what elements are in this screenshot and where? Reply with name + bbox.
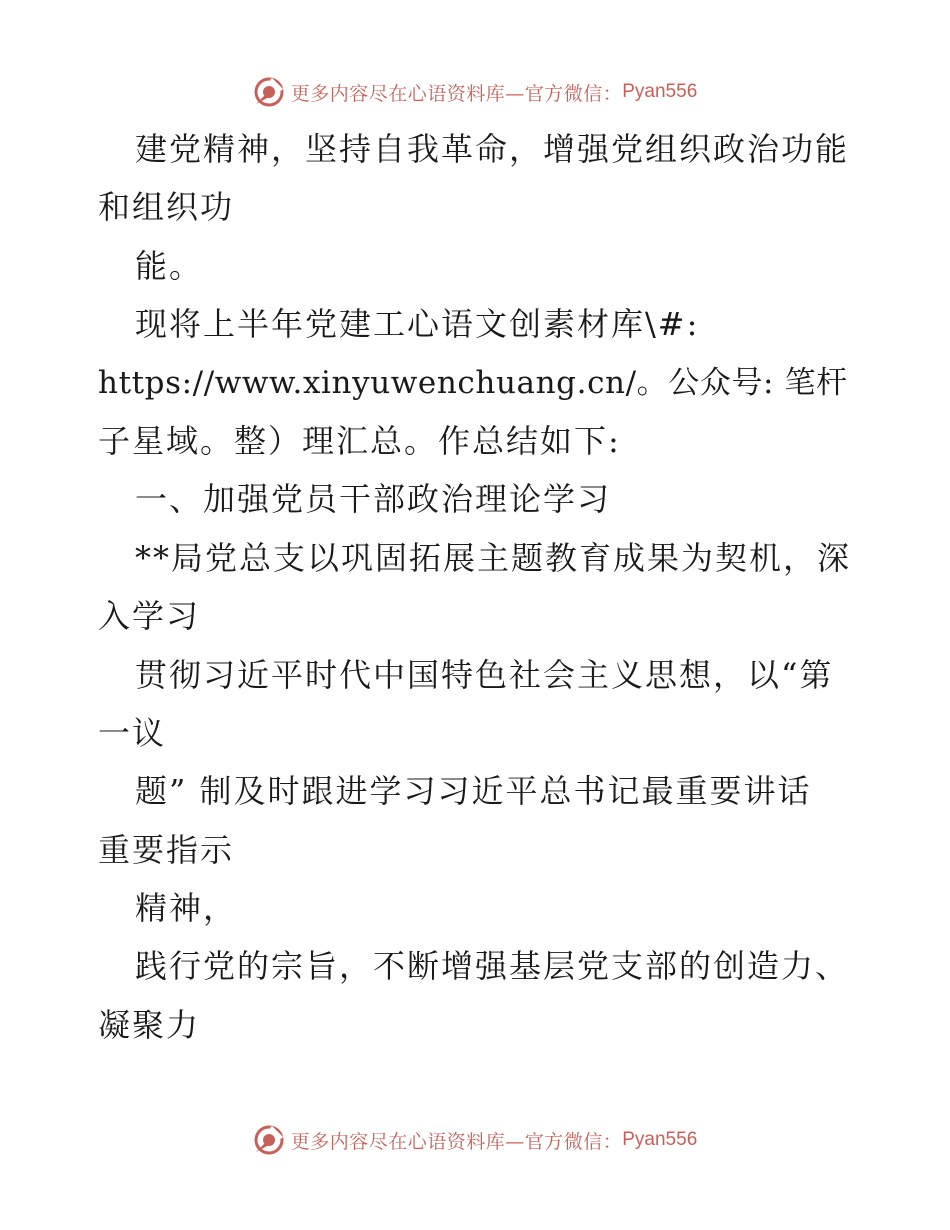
section-heading: 一、加强党员干部政治理论学习 [135,480,612,519]
watermark-banner-top [0,72,950,112]
text-line-url: https://www.xinyuwenchuang.cn/。公众号: 笔杆 [98,364,848,401]
watermark-banner-bottom [0,1120,950,1160]
text-line: 子星域。整）理汇总。作总结如下: [98,421,621,460]
text-line: 践行党的宗旨，不断增强基层党支部的创造力、 [135,947,850,986]
text-line: 能。 [135,246,204,285]
text-line: 精神， [135,889,238,928]
text-line: 现将上半年党建工心语文创素材库\#: [135,305,700,344]
text-line: **局党总支以巩固拓展主题教育成果为契机，深 [135,538,852,577]
text-line: 一议 [98,713,167,752]
text-line: 重要指示 [98,830,235,869]
text-line: 建党精神，坚持自我革命，增强党组织政治功能 [135,130,850,168]
text-line: 题” 制及时跟进学习习近平总书记最重要讲话 [135,772,812,811]
text-line: 入学习 [98,597,201,636]
watermark-text: 更多内容尽在心语资料库—官方微信： [290,1130,623,1153]
document-body [98,120,858,1054]
text-line: 和组织功 [98,188,235,227]
pen-logo-icon [253,1124,285,1156]
pen-logo-icon [253,76,285,108]
text-line: 凝聚力 [98,1005,201,1044]
watermark-brand: Pyan556 [622,81,698,102]
watermark-brand: Pyan556 [622,1129,698,1150]
watermark-text: 更多内容尽在心语资料库—官方微信： [290,82,623,105]
text-line: 贯彻习近平时代中国特色社会主义思想，以“第 [135,655,834,694]
